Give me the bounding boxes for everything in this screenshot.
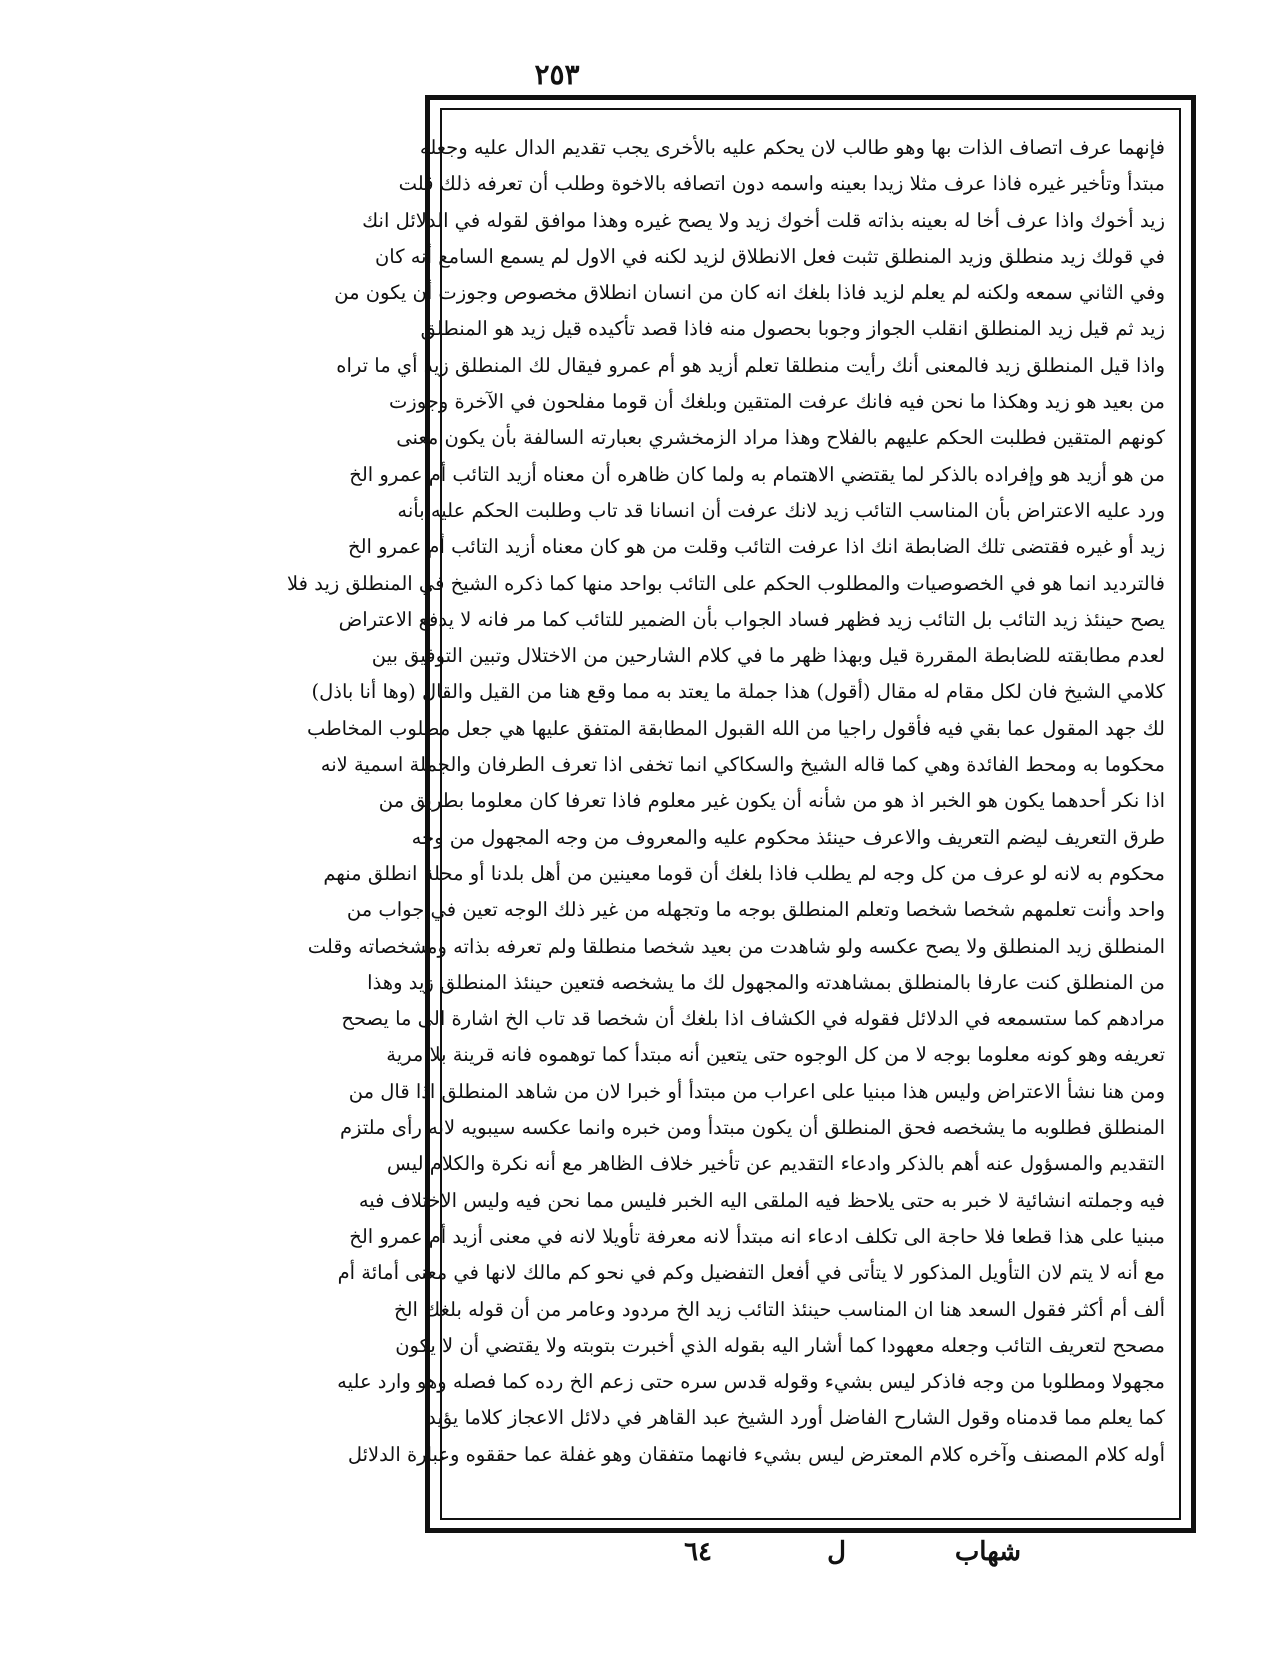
text-line: مجهولا ومطلوبا من وجه فاذكر ليس بشيء وقوله قدس سره حتى زعم الخ رده كما فصله وهو وارد عليه <box>337 1370 1165 1394</box>
footer-signature-letter: ل <box>827 1537 846 1567</box>
footer-word: شهاب <box>954 1537 1021 1567</box>
text-line: يصح حينئذ زيد التائب بل التائب زيد فظهر فساد الجواب بأن الضمير للتائب كما مر فانه لا يدفع الاعتراض <box>338 607 1165 631</box>
text-line: أوله كلام المصنف وآخره كلام المعترض ليس بشيء فانهما متفقان وهو غفلة عما حققوه وعبارة الدلائل <box>347 1442 1165 1466</box>
text-line: لك جهد المقول عما بقي فيه فأقول راجيا من الله القبول المطابقة المتفق عليها هي جعل مطلوب المخاطب <box>306 716 1165 740</box>
text-line: من بعيد هو زيد وهكذا ما نحن فيه فانك عرفت المتقين وبلغك أن قوما مفلحون في الآخرة وجوزت <box>388 390 1165 414</box>
text-line: زيد أخوك واذا عرف أخا له بعينه بذاته قلت أخوك زيد ولا يصح غيره وهذا موافق لقوله في الدلائل انك <box>362 208 1165 232</box>
text-line: محكوما به ومحط الفائدة وهي كما قاله الشيخ والسكاكي انما تخفى اذا تعرف الطرفان والجملة اسمية لانه <box>320 753 1165 777</box>
text-line: التقديم والمسؤول عنه أهم بالذكر وادعاء التقديم عن تأخير خلاف الظاهر مع أنه نكرة والكلام ليس <box>386 1152 1165 1176</box>
footer-gathering-number: ٦٤ <box>684 1537 712 1567</box>
text-line: لعدم مطابقته للضابطة المقررة قيل وبهذا ظهر ما في كلام الشارحين من الاختلال وتبين التوفيق بين <box>371 644 1165 668</box>
text-line: من هو أزيد هو وإفراده بالذكر لما يقتضي الاهتمام به ولما كان ظاهره أن معناه أزيد التائب أم عمرو الخ <box>349 462 1165 486</box>
text-line: مرادهم كما ستسمعه في الدلائل فقوله في الكشاف اذا بلغك أن شخصا قد تاب الخ اشارة الى ما يصحح <box>341 1007 1165 1031</box>
text-line: فإنهما عرف اتصاف الذات بها وهو طالب لان يحكم عليه بالأخرى يجب تقديم الدال عليه وجعله <box>419 136 1165 159</box>
text-line: مبتدأ وتأخير غيره فاذا عرف مثلا زيدا بعينه واسمه دون اتصافه بالاخوة وطلب أن تعرفه ذلك قلت <box>398 172 1165 196</box>
text-line: ورد عليه الاعتراض بأن المناسب التائب زيد لانك عرفت أن انسانا قد تاب وطلبت الحكم عليه بأنه <box>397 498 1165 522</box>
text-line: كما يعلم مما قدمناه وقول الشارح الفاضل أورد الشيخ عبد القاهر في دلائل الاعجاز كلاما يؤيد <box>427 1406 1165 1430</box>
text-line: واحد وأنت تعلمهم شخصا شخصا وتعلم المنطلق بوجه ما وتجهله من غير ذلك الوجه تعين في جواب من <box>346 898 1165 922</box>
page-number: ٢٥٣ <box>534 58 580 91</box>
text-line: في قولك زيد منطلق وزيد المنطلق تثبت فعل الانطلاق لزيد لكنه في الاول لم يسمع السامع أنه كان <box>374 244 1165 268</box>
text-line: كلامي الشيخ فان لكل مقام له مقال (أقول) هذا جملة ما يعتد به مما وقع هنا من القيل والقال (وها أنا باذل) <box>311 680 1165 704</box>
text-line: اذا نكر أحدهما يكون هو الخبر اذ هو من شأنه أن يكون غير معلوم فاذا تعرفا كان معلوما بطريق من <box>378 789 1165 813</box>
text-line: محكوم به لانه لو عرف من كل وجه لم يطلب فاذا بلغك أن قوما معينين من أهل بلدنا أو محلة انطلق منهم <box>323 861 1165 885</box>
text-line: ومن هنا نشأ الاعتراض وليس هذا مبنيا على اعراب من مبتدأ أو خبرا لان من شاهد المنطلق اذا قال من <box>348 1079 1165 1103</box>
body-text <box>287 130 1165 1504</box>
text-line: زيد ثم قيل زيد المنطلق انقلب الجواز وجوبا بحصول منه فاذا قصد تأكيده قيل زيد هو المنطلق <box>420 317 1165 341</box>
footer <box>425 1537 1196 1577</box>
text-line: المنطلق زيد المنطلق ولا يصح عكسه ولو شاهدت من بعيد شخصا منطلقا ولم تعرفه بذاته ومشخصاته وقلت <box>307 934 1165 958</box>
text-line: فيه وجملته انشائية لا خبر به حتى يلاحظ فيه الملقى اليه الخبر فليس مما نحن فيه وليس الاختلاف فيه <box>358 1188 1165 1212</box>
text-line: وفي الثاني سمعه ولكنه لم يعلم لزيد فاذا بلغك انه كان من انسان انطلاق مخصوص وجوزت أن يكون من <box>334 281 1165 305</box>
text-line: كونهم المتقين فطلبت الحكم عليهم بالفلاح وهذا مراد الزمخشري بعبارته السالفة بأن يكون معنى <box>396 426 1165 450</box>
text-line: زيد أو غيره فقتضى تلك الضابطة انك اذا عرفت التائب وقلت من هو كان معناه أزيد التائب أم عمرو الخ <box>347 535 1165 559</box>
text-line: مبنيا على هذا قطعا فلا حاجة الى تكلف ادعاء انه مبتدأ لانه معرفة تأويلا لانه في معنى أزيد أم عمرو الخ <box>349 1224 1165 1248</box>
page-frame <box>287 95 1196 1533</box>
text-line: فالترديد انما هو في الخصوصيات والمطلوب الحكم على التائب بواحد منها كما ذكره الشيخ في المنطلق زيد فلا <box>287 571 1165 595</box>
text-line: المنطلق فطلوبه ما يشخصه فحق المنطلق أن يكون مبتدأ ومن خبره وانما عكسه سيبويه لانه رأى ملتزم <box>339 1116 1165 1140</box>
text-line: تعريفه وهو كونه معلوما بوجه لا من كل الوجوه حتى يتعين أنه مبتدأ كما توهموه فانه قرينة بلا مرية <box>386 1043 1165 1067</box>
page-frame-inner <box>287 108 1181 1520</box>
text-line: من المنطلق كنت عارفا بالمنطلق بمشاهدته والمجهول لك ما يشخصه فتعين حينئذ المنطلق زيد وهذا <box>367 970 1165 994</box>
text-line: مصحح لتعريف التائب وجعله معهودا كما أشار اليه بقوله الذي أخبرت بتوبته ولا يقتضي أن لا يكون <box>395 1333 1165 1357</box>
text-line: مع أنه لا يتم لان التأويل المذكور لا يتأتى في أفعل التفضيل وكم في نحو كم مالك لانها في معنى أمائة أم <box>337 1261 1165 1285</box>
text-line: واذا قيل المنطلق زيد فالمعنى أنك رأيت منطلقا تعلم أزيد هو أم عمرو فيقال لك المنطلق زيد أي ما تراه <box>336 353 1165 377</box>
text-line: طرق التعريف ليضم التعريف والاعرف حينئذ محكوم عليه والمعروف من وجه المجهول من وجه <box>411 825 1165 849</box>
text-line: ألف أم أكثر فقول السعد هنا ان المناسب حينئذ التائب زيد الخ مردود وعامر من أن قوله بلغك الخ <box>394 1297 1165 1321</box>
